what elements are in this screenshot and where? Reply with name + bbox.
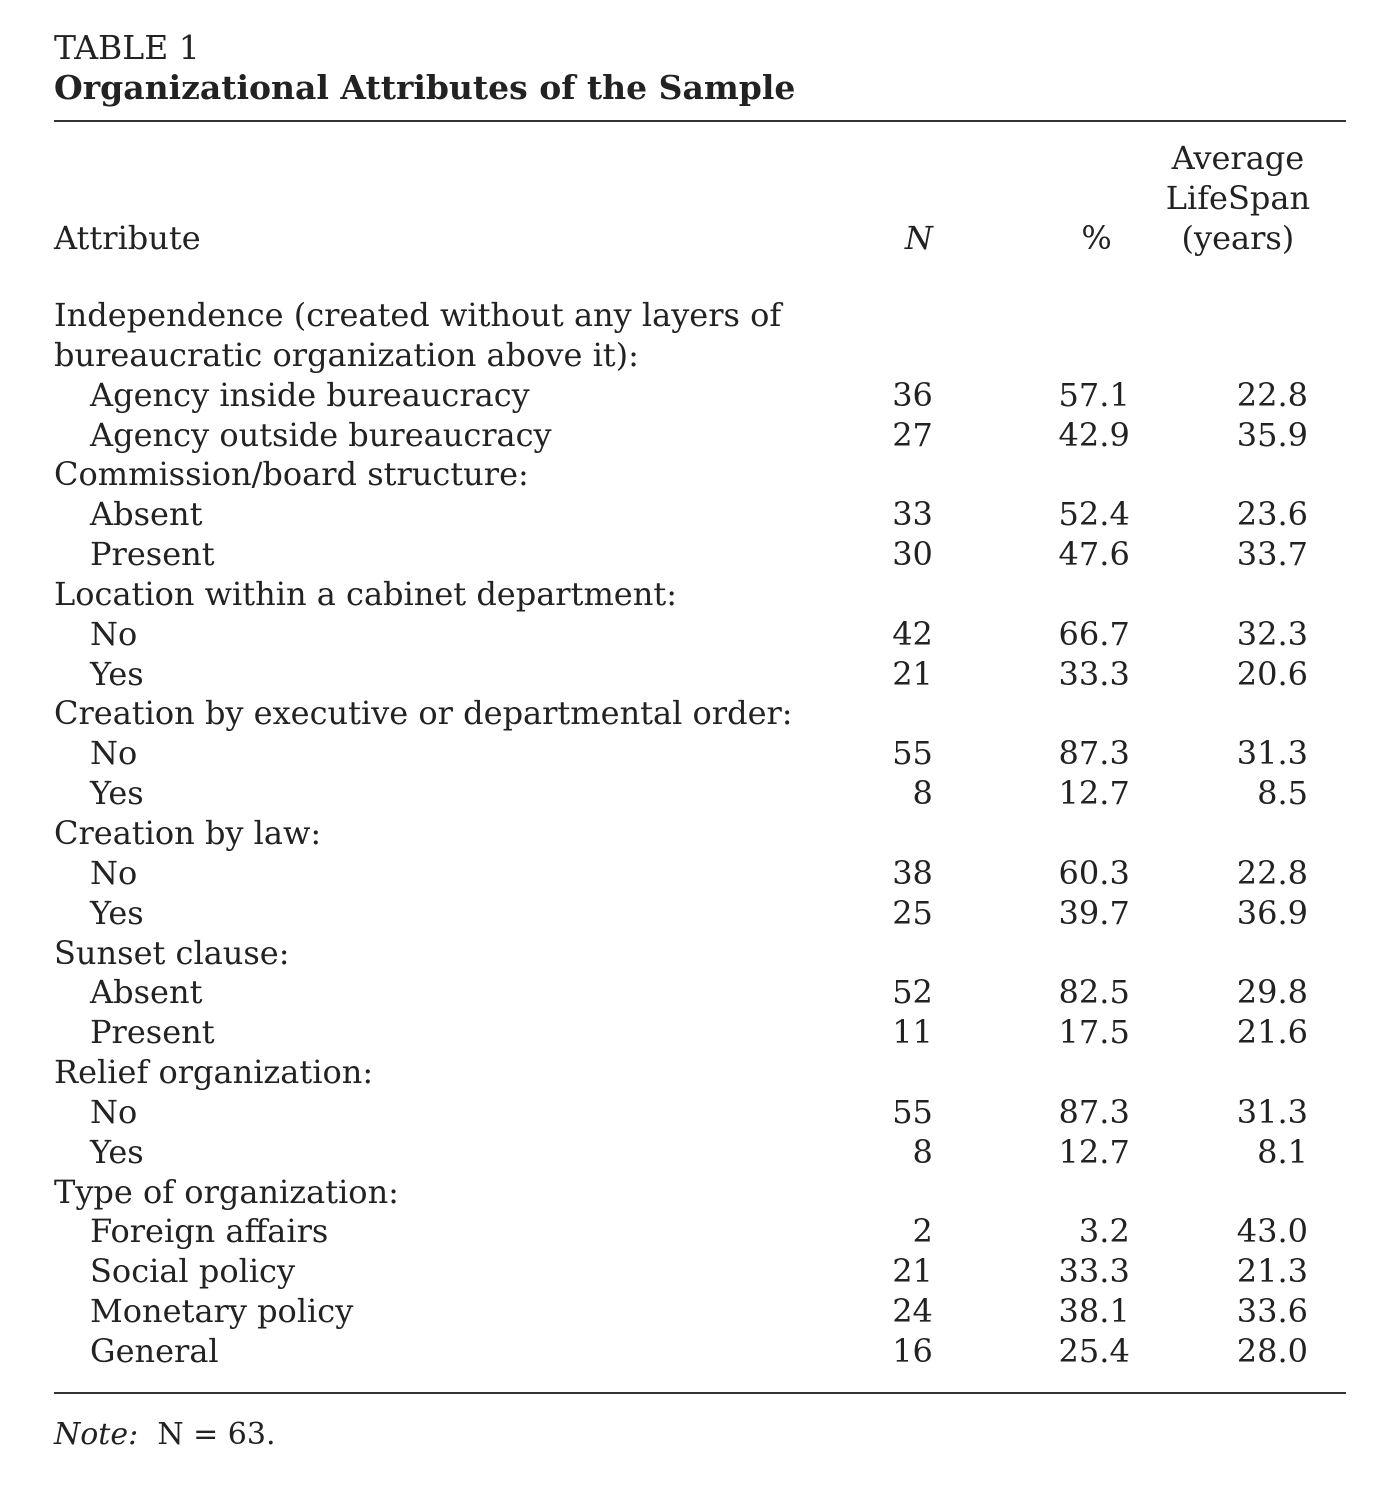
group-heading-row bbox=[54, 336, 1346, 376]
table-row bbox=[54, 973, 1346, 1013]
row-lifespan: 35.9 bbox=[1236, 415, 1308, 454]
row-n: 36 bbox=[892, 375, 933, 414]
group-heading: Location within a cabinet department: bbox=[54, 574, 677, 613]
row-n: 2 bbox=[912, 1212, 933, 1251]
group-heading-row bbox=[54, 694, 1346, 734]
group-heading-row bbox=[54, 814, 1346, 854]
row-percent: 33.3 bbox=[1058, 1252, 1130, 1291]
row-label: Yes bbox=[90, 774, 144, 813]
row-n: 27 bbox=[892, 415, 933, 454]
row-label: Yes bbox=[90, 893, 144, 932]
note-text: N = 63. bbox=[157, 1416, 276, 1452]
row-label: Agency inside bureaucracy bbox=[90, 375, 530, 414]
row-percent: 66.7 bbox=[1058, 614, 1130, 653]
table-row bbox=[54, 1292, 1346, 1332]
row-percent: 87.3 bbox=[1058, 1092, 1130, 1131]
group-heading-row bbox=[54, 1053, 1346, 1093]
row-percent: 12.7 bbox=[1058, 1132, 1130, 1171]
row-percent: 60.3 bbox=[1058, 853, 1130, 892]
row-label: Absent bbox=[90, 495, 203, 534]
row-lifespan: 8.5 bbox=[1257, 774, 1308, 813]
table-title: Organizational Attributes of the Sample bbox=[54, 68, 796, 107]
table-row bbox=[54, 376, 1346, 416]
table-row bbox=[54, 1212, 1346, 1252]
table-row bbox=[54, 535, 1346, 575]
row-n: 38 bbox=[892, 853, 933, 892]
row-lifespan: 33.7 bbox=[1236, 535, 1308, 574]
note-label: Note: bbox=[54, 1416, 139, 1452]
row-percent: 17.5 bbox=[1058, 1013, 1130, 1052]
bottom-rule bbox=[54, 1392, 1346, 1394]
group-heading: Sunset clause: bbox=[54, 933, 290, 972]
group-heading-row bbox=[54, 1173, 1346, 1213]
table-row bbox=[54, 495, 1346, 535]
row-label: No bbox=[90, 614, 138, 653]
row-lifespan: 23.6 bbox=[1236, 495, 1308, 534]
row-label: Absent bbox=[90, 973, 203, 1012]
table-body bbox=[54, 272, 1346, 1392]
header-percent: % bbox=[1081, 219, 1112, 257]
row-n: 8 bbox=[912, 1132, 933, 1171]
row-n: 21 bbox=[892, 654, 933, 693]
row-label: No bbox=[90, 734, 138, 773]
row-label: Present bbox=[90, 1013, 215, 1052]
table-row bbox=[54, 774, 1346, 814]
row-n: 8 bbox=[912, 774, 933, 813]
row-label: Present bbox=[90, 535, 215, 574]
row-n: 24 bbox=[892, 1292, 933, 1331]
table-number: TABLE 1 bbox=[54, 28, 200, 67]
header-lifespan-line: Average bbox=[1171, 139, 1305, 177]
row-percent: 25.4 bbox=[1058, 1331, 1130, 1370]
row-percent: 87.3 bbox=[1058, 734, 1130, 773]
table-figure bbox=[54, 28, 1346, 1454]
row-label: General bbox=[90, 1331, 219, 1370]
row-lifespan: 8.1 bbox=[1257, 1132, 1308, 1171]
group-heading: Independence (created without any layers of bbox=[54, 296, 782, 334]
row-percent: 47.6 bbox=[1058, 535, 1130, 574]
row-n: 11 bbox=[892, 1013, 933, 1052]
table-row bbox=[54, 615, 1346, 655]
table-row bbox=[54, 655, 1346, 695]
row-n: 52 bbox=[892, 973, 933, 1012]
row-lifespan: 22.8 bbox=[1236, 375, 1308, 414]
group-heading: Creation by executive or departmental order: bbox=[54, 694, 793, 733]
row-n: 42 bbox=[892, 614, 933, 653]
row-lifespan: 43.0 bbox=[1236, 1212, 1308, 1251]
row-lifespan: 31.3 bbox=[1236, 734, 1308, 773]
table-row bbox=[54, 1013, 1346, 1053]
row-n: 16 bbox=[892, 1331, 933, 1370]
row-percent: 82.5 bbox=[1058, 973, 1130, 1012]
row-n: 30 bbox=[892, 535, 933, 574]
row-lifespan: 31.3 bbox=[1236, 1092, 1308, 1131]
table-row bbox=[54, 1133, 1346, 1173]
group-heading: Creation by law: bbox=[54, 813, 322, 852]
row-percent: 42.9 bbox=[1058, 415, 1130, 454]
row-percent: 12.7 bbox=[1058, 774, 1130, 813]
row-n: 21 bbox=[892, 1252, 933, 1291]
row-percent: 33.3 bbox=[1058, 654, 1130, 693]
row-lifespan: 29.8 bbox=[1236, 973, 1308, 1012]
row-lifespan: 21.6 bbox=[1236, 1013, 1308, 1052]
row-lifespan: 32.3 bbox=[1236, 614, 1308, 653]
table-row bbox=[54, 1332, 1346, 1392]
row-lifespan: 33.6 bbox=[1236, 1292, 1308, 1331]
table-row bbox=[54, 1093, 1346, 1133]
row-lifespan: 36.9 bbox=[1236, 893, 1308, 932]
row-n: 55 bbox=[892, 734, 933, 773]
attributes-table bbox=[54, 122, 1346, 1392]
table-row bbox=[54, 894, 1346, 934]
group-heading-row bbox=[54, 575, 1346, 615]
table-note bbox=[54, 1416, 1346, 1454]
table-row bbox=[54, 854, 1346, 894]
group-heading: bureaucratic organization above it): bbox=[54, 335, 639, 374]
row-label: Yes bbox=[90, 654, 144, 693]
row-label: Foreign affairs bbox=[90, 1212, 329, 1251]
row-n: 25 bbox=[892, 893, 933, 932]
group-heading-row bbox=[54, 934, 1346, 974]
group-heading-row bbox=[54, 455, 1346, 495]
table-row bbox=[54, 734, 1346, 774]
row-label: Agency outside bureaucracy bbox=[90, 415, 552, 454]
header-lifespan-line: LifeSpan bbox=[1165, 179, 1311, 217]
row-percent: 38.1 bbox=[1058, 1292, 1130, 1331]
group-heading-row bbox=[54, 272, 1346, 336]
row-label: Social policy bbox=[90, 1252, 296, 1291]
row-percent: 52.4 bbox=[1058, 495, 1130, 534]
row-percent: 39.7 bbox=[1058, 893, 1130, 932]
row-label: No bbox=[90, 853, 138, 892]
row-lifespan: 28.0 bbox=[1236, 1331, 1308, 1370]
row-percent: 57.1 bbox=[1058, 375, 1130, 414]
row-lifespan: 20.6 bbox=[1236, 654, 1308, 693]
header-lifespan bbox=[1130, 122, 1346, 272]
header-n: N bbox=[904, 219, 933, 257]
group-heading: Relief organization: bbox=[54, 1053, 374, 1092]
group-heading: Type of organization: bbox=[54, 1172, 399, 1211]
row-percent: 3.2 bbox=[1078, 1212, 1130, 1251]
header-attribute: Attribute bbox=[54, 219, 201, 257]
row-label: Monetary policy bbox=[90, 1292, 354, 1331]
table-row bbox=[54, 1252, 1346, 1292]
row-lifespan: 21.3 bbox=[1236, 1252, 1308, 1291]
header-row bbox=[54, 122, 1346, 272]
row-n: 33 bbox=[892, 495, 933, 534]
row-n: 55 bbox=[892, 1092, 933, 1131]
row-label: No bbox=[90, 1092, 138, 1131]
row-label: Yes bbox=[90, 1132, 144, 1171]
header-lifespan-line: (years) bbox=[1181, 219, 1295, 257]
row-lifespan: 22.8 bbox=[1236, 853, 1308, 892]
table-row bbox=[54, 416, 1346, 456]
group-heading: Commission/board structure: bbox=[54, 455, 529, 494]
